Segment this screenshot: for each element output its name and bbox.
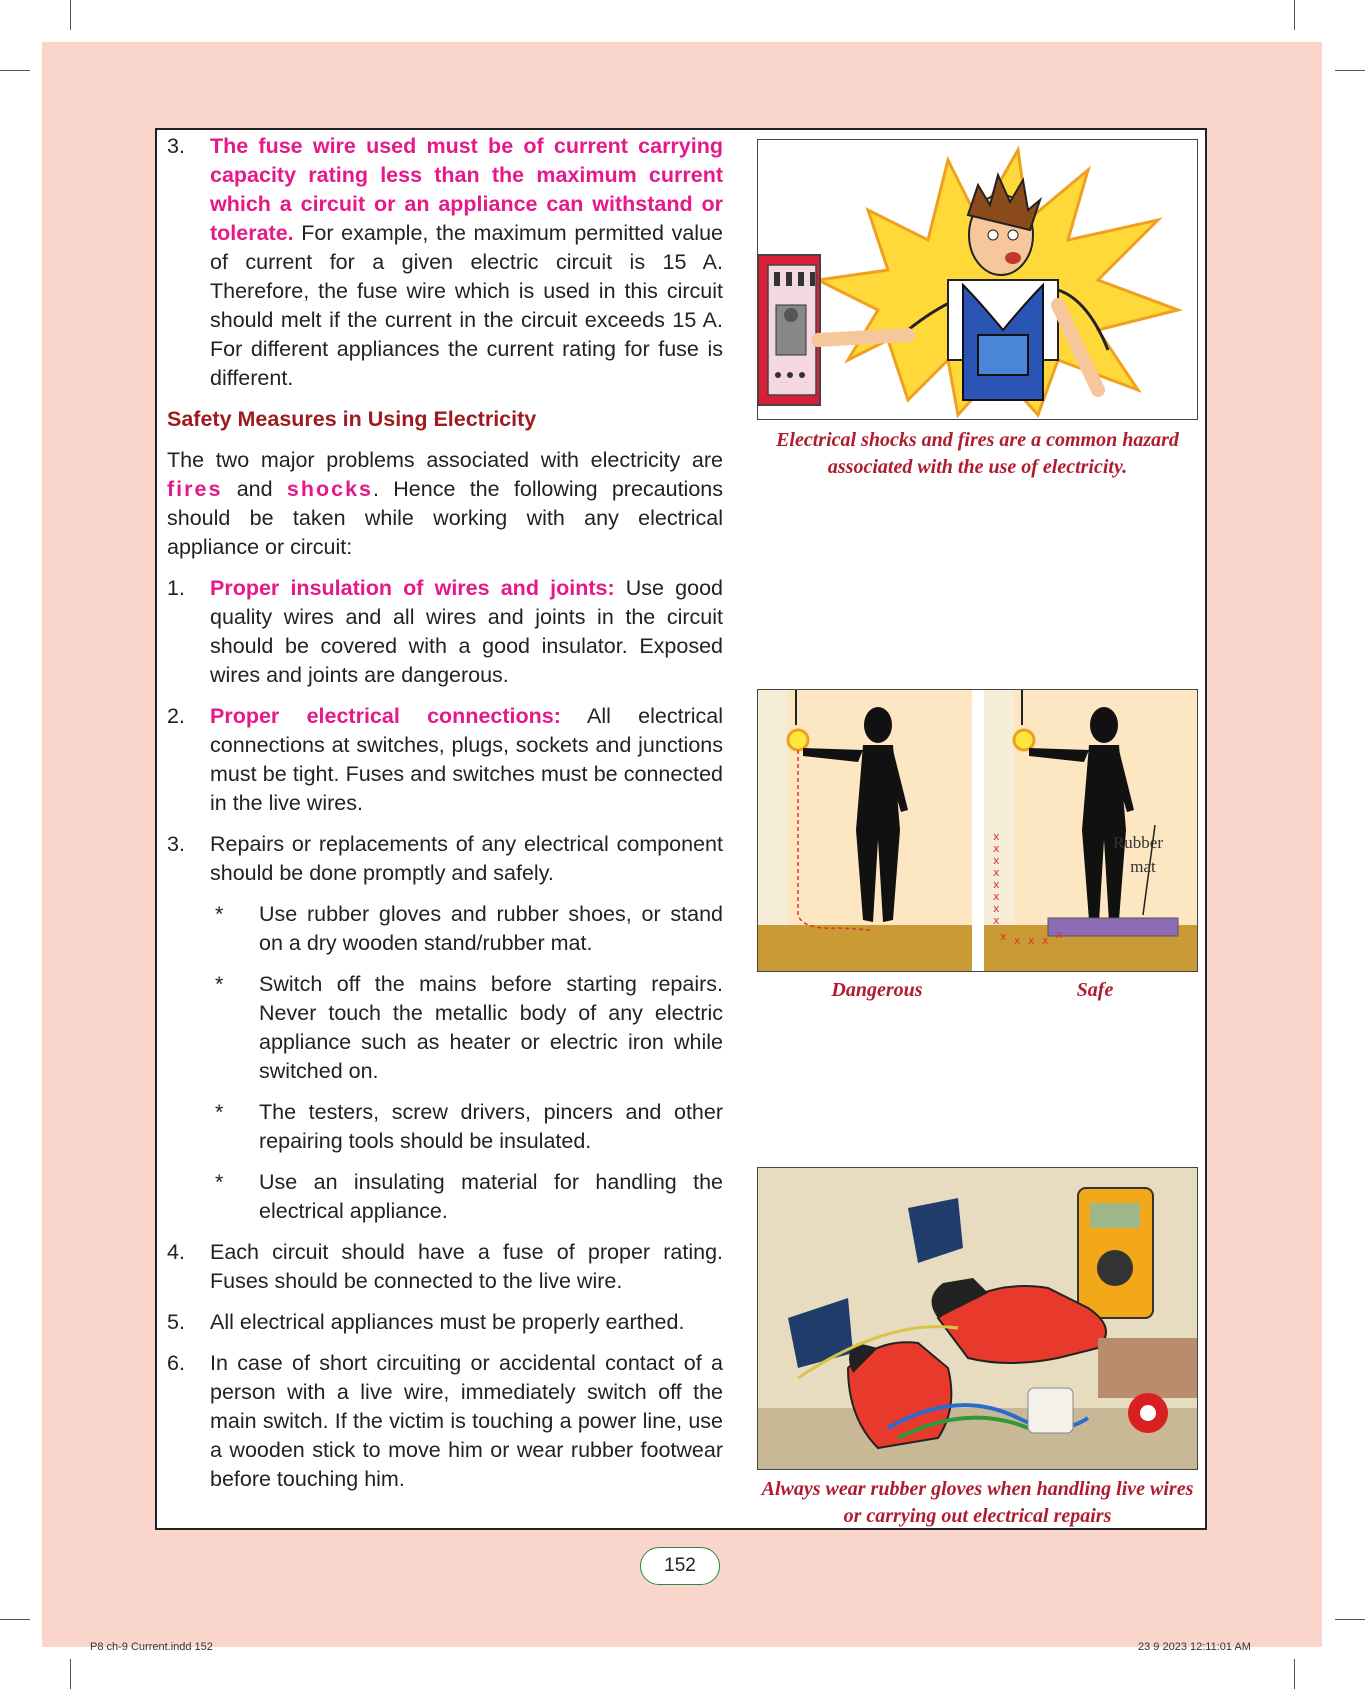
item-text: All electrical connections at switches, plugs, sockets and junctions must be tight. Fuses and switches must be connected in the live wires. <box>210 704 723 815</box>
item-text: Repairs or replacements of any electrical component should be done promptly and safely. <box>210 832 723 885</box>
crop-mark <box>1294 0 1295 30</box>
svg-text:x: x <box>1056 928 1063 941</box>
intro-text: The two major problems associated with electricity are <box>167 448 723 472</box>
svg-text:x: x <box>1000 930 1007 943</box>
list-item <box>167 1308 723 1337</box>
slug-timestamp: 23 9 2023 12:11:01 AM <box>1138 1641 1251 1653</box>
crop-mark <box>1335 70 1365 71</box>
rubber-label: Rubber <box>1112 833 1164 852</box>
item-number: 2. <box>167 704 185 728</box>
crop-mark <box>0 70 30 71</box>
bullet-item <box>167 1168 723 1226</box>
list-item <box>167 702 723 818</box>
list-item <box>167 574 723 690</box>
list-item <box>167 1238 723 1296</box>
page-number: 152 <box>640 1547 720 1585</box>
item-text: For example, the maximum permitted value of current for a given electric circuit is 15 A. Therefore, the fuse wire which is used in this circuit should melt if the current in the circuit exceeds 15 A. For different appliances the current rating for fuse is different. <box>210 221 723 390</box>
label-safe: Safe <box>1076 979 1114 1001</box>
item-number: 5. <box>167 1310 185 1334</box>
bullet-text: Switch off the mains before starting repairs. Never touch the metallic body of any electric appliance such as heater or electric iron while switched on. <box>259 972 723 1083</box>
section-heading: Safety Measures in Using Electricity <box>167 407 537 431</box>
bold-statement: The fuse wire used must be of current carrying capacity rating less than the maximum current which a circuit or an appliance can withstand or tolerate. <box>210 134 723 245</box>
bullet-text: The testers, screw drivers, pincers and other repairing tools should be insulated. <box>259 1100 723 1153</box>
bullet-item <box>167 1098 723 1156</box>
bullet-text: Use rubber gloves and rubber shoes, or stand on a dry wooden stand/rubber mat. <box>259 902 723 955</box>
item-number: 4. <box>167 1240 185 1264</box>
item-title: Proper electrical connections: <box>210 704 561 728</box>
svg-text:x: x <box>993 842 1000 855</box>
bullet-star: * <box>215 1100 224 1124</box>
svg-text:x: x <box>993 830 1000 843</box>
shock-illustration <box>758 140 1198 420</box>
item-text: In case of short circuiting or accidental contact of a person with a live wire, immediately switch off the main switch. If the victim is touching a power line, use a wooden stick to move him or wear rubber footwear before touching him. <box>210 1351 723 1491</box>
item-number: 3. <box>167 134 185 158</box>
svg-text:x: x <box>993 878 1000 891</box>
bullet-item <box>167 970 723 1086</box>
svg-text:x: x <box>993 914 1000 927</box>
figure-rubber-gloves <box>757 1167 1198 1470</box>
list-item <box>167 1349 723 1494</box>
svg-text:x: x <box>993 902 1000 915</box>
item-text: All electrical appliances must be properly earthed. <box>210 1310 685 1334</box>
slug-filename: P8 ch-9 Current.indd 152 <box>90 1641 213 1653</box>
crop-mark <box>0 1619 30 1620</box>
svg-text:x: x <box>993 866 1000 879</box>
bullet-star: * <box>215 972 224 996</box>
intro-text: and <box>222 477 287 501</box>
keyword-fires: fires <box>167 477 223 501</box>
item-number: 6. <box>167 1351 185 1375</box>
bullet-item <box>167 900 723 958</box>
item-number: 1. <box>167 576 185 600</box>
crop-mark <box>1294 1659 1295 1689</box>
gloves-photo <box>758 1168 1198 1470</box>
list-item <box>167 830 723 888</box>
bullet-text: Use an insulating material for handling the electrical appliance. <box>259 1170 723 1223</box>
keyword-shocks: shocks <box>286 477 373 501</box>
item-number: 3. <box>167 832 185 856</box>
label-dangerous: Dangerous <box>831 979 923 1001</box>
svg-text:x: x <box>1042 934 1049 947</box>
mat-label: mat <box>1130 857 1156 876</box>
item-text: Use good quality wires and all wires and joints in the circuit should be covered with a good insulator. Exposed wires and joints are dangerous. <box>210 576 723 687</box>
figure-dangerous-vs-safe <box>757 689 1198 972</box>
item-title: Proper insulation of wires and joints: <box>210 576 615 600</box>
svg-text:x: x <box>1028 934 1035 947</box>
bullet-star: * <box>215 902 224 926</box>
crop-mark <box>70 0 71 30</box>
intro-text: . Hence the following precautions should be taken while working with any electrical appliance or circuit: <box>167 477 723 559</box>
item-text: Each circuit should have a fuse of proper rating. Fuses should be connected to the live wire. <box>210 1240 723 1293</box>
svg-text:x: x <box>1014 934 1021 947</box>
figure-caption: Electrical shocks and fires are a common hazard associated with the use of electricity. <box>776 429 1179 478</box>
grounding-illustration <box>758 690 1198 972</box>
left-text-column <box>167 132 723 1506</box>
list-item <box>167 132 723 393</box>
svg-text:x: x <box>993 890 1000 903</box>
crop-mark <box>70 1659 71 1689</box>
intro-paragraph <box>167 446 723 562</box>
svg-text:x: x <box>993 854 1000 867</box>
bullet-star: * <box>215 1170 224 1194</box>
figure-electric-shock <box>757 139 1198 420</box>
figure-caption: Always wear rubber gloves when handling live wires or carrying out electrical repairs <box>761 1478 1194 1527</box>
crop-mark <box>1335 1619 1365 1620</box>
